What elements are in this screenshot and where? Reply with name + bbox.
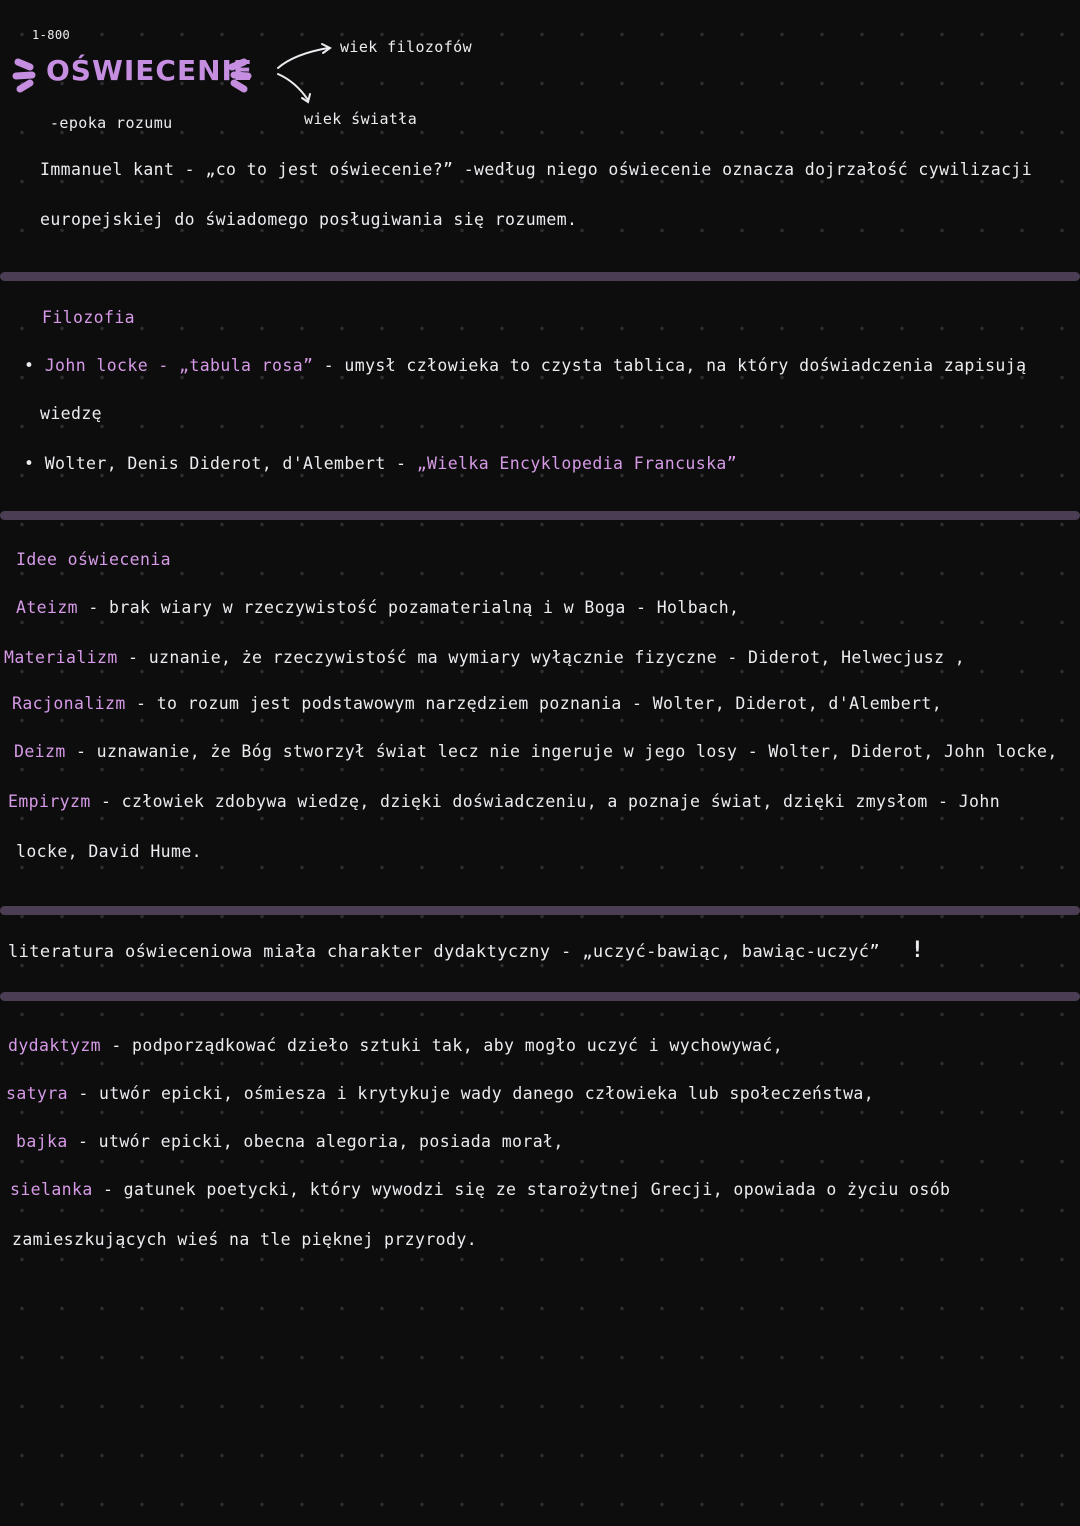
genre-term: dydaktyzm <box>8 1036 102 1055</box>
intro-author: Immanuel kant - <box>40 160 196 179</box>
idea-text: - uznawanie, że Bóg stworzył świat lecz nie ingeruje w jego losy - Wolter, Diderot, John locke, <box>76 742 1058 761</box>
locke-rest: - umysł człowieka to czysta tablica, na który doświadczenia zapisują <box>323 356 1027 375</box>
encyclopedia-title: „Wielka Encyklopedia Francuska” <box>416 454 738 473</box>
intro-line-2: europejskiej do świadomego posługiwania się rozumem. <box>40 210 578 229</box>
genre-term: bajka <box>16 1132 68 1151</box>
idea-term: Deizm <box>14 742 66 761</box>
empiryzm-continuation: locke, David Hume. <box>16 842 203 861</box>
title-block <box>12 50 262 98</box>
sielanka-continuation: zamieszkujących wieś na tle pięknej przyrody. <box>12 1230 478 1249</box>
idea-text: - brak wiary w rzeczywistość pozamaterialną i w Boga - Holbach, <box>88 598 740 617</box>
branch-top-label: wiek filozofów <box>340 38 473 56</box>
intro-rest: -według niego oświecenie oznacza dojrzałość cywilizacji <box>463 160 1033 179</box>
branch-arrows-icon <box>274 40 334 106</box>
ideas-heading: Idee oświecenia <box>16 550 172 569</box>
idea-text: - człowiek zdobywa wiedzę, dzięki doświadczeniu, a poznaje świat, dzięki zmysłom - John <box>101 792 1001 811</box>
page-title: OŚWIECENIE <box>46 54 254 87</box>
genre-text: - gatunek poetycki, który wywodzi się ze starożytnej Grecji, opowiada o życiu osób <box>103 1180 951 1199</box>
literature-line <box>8 938 924 963</box>
genre-item <box>6 1084 874 1103</box>
idea-term: Empiryzm <box>8 792 91 811</box>
bullet-icon: • <box>24 454 35 473</box>
branch-bottom-label: wiek światła <box>304 110 418 128</box>
locke-line <box>24 356 1026 375</box>
idea-item <box>14 742 1058 761</box>
idea-text: - to rozum jest podstawowym narzędziem poznania - Wolter, Diderot, d'Alembert, <box>136 694 943 713</box>
locke-quote: „tabula rosa” <box>179 356 314 375</box>
encyclopedia-authors: Wolter, Denis Diderot, d'Alembert - <box>44 454 407 473</box>
philosophy-heading: Filozofia <box>42 308 136 327</box>
genre-item <box>16 1132 564 1151</box>
idea-term: Ateizm <box>16 598 79 617</box>
locke-continuation: wiedzę <box>40 404 103 423</box>
exclamation-icon: ! <box>910 938 925 963</box>
literature-statement: literatura oświeceniowa miała charakter dydaktyczny - „uczyć-bawiąc, bawiąc-uczyć” <box>8 942 881 962</box>
subtitle: -epoka rozumu <box>50 114 173 132</box>
idea-term: Materializm <box>4 648 118 667</box>
idea-item <box>8 792 1000 811</box>
section-divider <box>0 272 1080 281</box>
genre-text: - utwór epicki, ośmiesza i krytykuje wady danego człowieka lub społeczeństwa, <box>78 1084 875 1103</box>
genre-item <box>8 1036 783 1055</box>
idea-term: Racjonalizm <box>12 694 126 713</box>
locke-name: John locke - <box>44 356 169 375</box>
genre-term: sielanka <box>10 1180 93 1199</box>
idea-text: - uznanie, że rzeczywistość ma wymiary wyłącznie fizyczne - Diderot, Helwecjusz , <box>128 648 966 667</box>
section-divider <box>0 511 1080 520</box>
idea-item <box>12 694 942 713</box>
idea-item <box>16 598 739 617</box>
bullet-icon: • <box>24 356 35 375</box>
genre-term: satyra <box>6 1084 69 1103</box>
corner-note: 1-800 <box>32 28 71 42</box>
encyclopedia-line <box>24 454 737 473</box>
section-divider <box>0 906 1080 915</box>
intro-line-1 <box>40 160 1032 179</box>
idea-item <box>4 648 965 667</box>
genre-text: - utwór epicki, obecna alegoria, posiada morał, <box>78 1132 564 1151</box>
genre-text: - podporządkować dzieło sztuki tak, aby mogło uczyć i wychowywać, <box>111 1036 784 1055</box>
section-divider <box>0 992 1080 1001</box>
genre-item <box>10 1180 950 1199</box>
intro-quote: „co to jest oświecenie?” <box>205 160 454 179</box>
